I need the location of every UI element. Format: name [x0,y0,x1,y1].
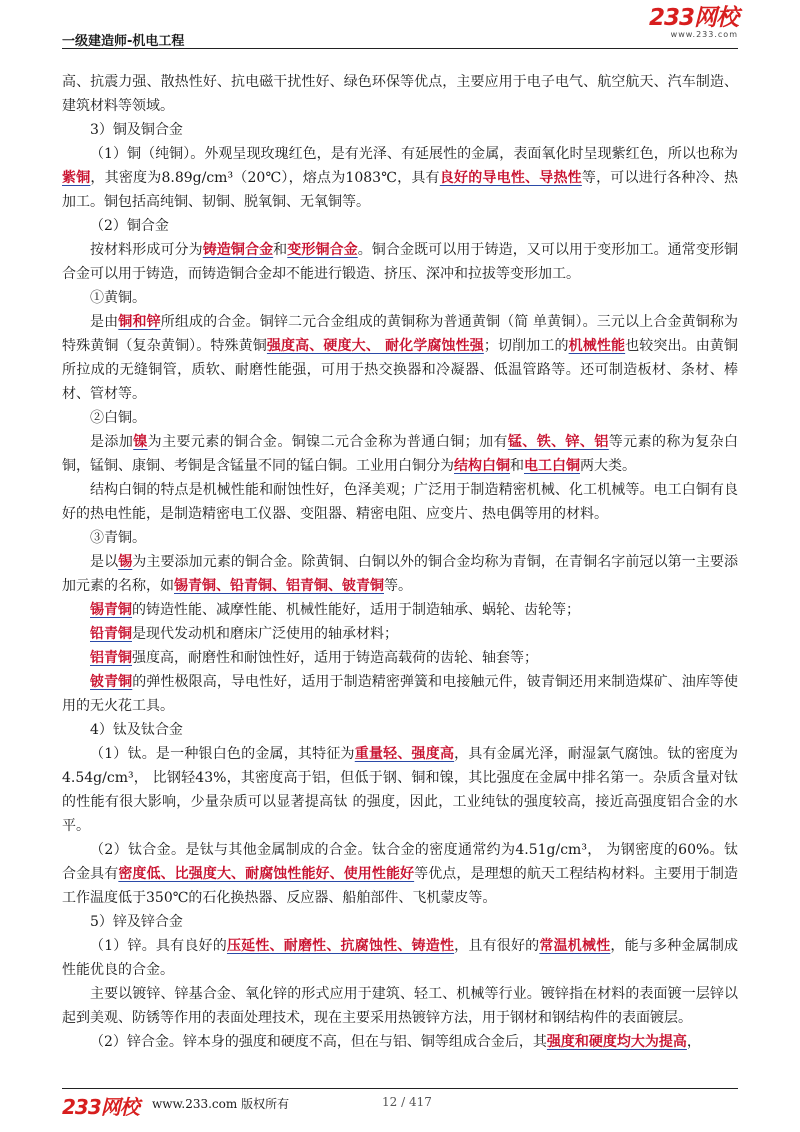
paragraph [62,838,738,910]
text-segment: ；切削加工的 [483,338,569,354]
text-segment: 也较突出。由黄铜所拉成的无缝铜管，质软、耐磨性能强，可用于热交换器和冷凝器、低温管路等。还可制造板材、条材、棒材、管材等。 [62,338,739,402]
paragraph [62,526,738,550]
paragraph [62,622,738,646]
highlighted-term: 紫铜 [62,170,91,186]
text-segment: 强度高，耐磨性和耐蚀性好，适用于铸造高载荷的齿轮、轴套等； [132,650,538,666]
paragraph [62,310,738,406]
page-header [62,0,738,49]
paragraph [62,598,738,622]
text-segment: 是由 [90,314,119,330]
highlighted-term: 良好的导电性、导热性 [439,170,582,186]
paragraph [62,910,738,934]
paragraph [62,238,738,286]
paragraph [62,550,738,598]
paragraph [62,142,738,214]
paragraph [62,646,738,670]
paragraph [62,118,738,142]
text-segment: 的铸造性能、减摩性能、机械性能好，适用于制造轴承、蜗轮、齿轮等； [132,602,580,618]
text-segment: 为主要元素的铜合金。铜镍二元合金称为普通白铜；加有 [147,434,508,450]
text-segment: 高、抗震力强、散热性好、抗电磁干扰性好、绿色环保等优点，主要应用于电子电气、航空航天、汽车制造、建筑材料等领域。 [62,74,738,114]
text-segment: 按材料形成可分为 [90,242,203,258]
brand-logo [649,6,738,40]
text-segment: 等。 [384,578,412,594]
page-number: 12 / 417 [382,1095,432,1109]
text-segment: 和 [273,242,288,258]
highlighted-term: 强度和硬度均大为提高 [546,1034,687,1050]
text-segment: 结构白铜的特点是机械性能和耐蚀性好，色泽美观；广泛用于制造精密机械、化工机械等。电工白铜有良好的热电性能，是制造精密电工仪器、变阻器、精密电阻、应变片、热电偶等用的材料。 [62,482,738,522]
text-segment: 。铜合金既可以用于铸造，又可以用于变形加工。通常变形铜合金可以用于铸造，而铸造铜合金却不能进行锻造、挤压、深冲和拉拔等变形加工。 [62,242,739,282]
highlighted-term: 镍 [133,434,148,450]
brand-logo-text: 233网校 [648,5,738,31]
paragraph [62,934,738,982]
text-segment: 的弹性极限高，导电性好，适用于制造精密弹簧和电接触元件，铍青铜还用来制造煤矿、油库等使用的无火花工具。 [62,674,739,714]
paragraph [62,478,738,526]
text-segment: ，其密度为8.89g/cm³（20℃），熔点为1083℃，具有 [90,170,440,186]
document-title: 一级建造师-机电工程 [62,34,185,49]
text-segment: 和 [510,458,524,474]
brand-logo-url: www.233.com [670,30,738,39]
highlighted-term: 铅青铜 [90,626,132,642]
text-segment: ，且有很好的 [454,938,540,954]
text-segment: ，具有金属光泽，耐湿氯气腐蚀。钛的密度为4.54g/cm³， 比钢轻43%，其密度高于铝，但低于钢、铜和镍，其比强度在金属中排名第一。杂质含量对钛的性能有很大影响，少量杂质可以显著提高钛 的强度，因此，工业纯钛的强度较高，接近高强度铝合金的水平。 [62,746,739,834]
paragraph [62,406,738,430]
text-segment: 3）铜及铜合金 [90,122,183,138]
text-segment: ③青铜。 [90,530,146,546]
highlighted-term: 压延性、耐磨性、抗腐蚀性、铸造性 [226,938,455,954]
paragraph [62,670,738,718]
text-segment: 等，可以进行各种冷、热加工。铜包括高纯铜、韧铜、脱氧铜、无氧铜等。 [62,170,738,210]
highlighted-term: 铸造铜合金 [202,242,274,258]
document-body [62,70,738,1054]
highlighted-term: 电工白铜 [524,458,580,474]
highlighted-term: 锡 [118,554,133,570]
page-footer [62,1088,738,1119]
paragraph [62,70,738,118]
text-segment: 等元素的称为复杂白铜，锰铜、康铜、考铜是含锰量不同的锰白铜。工业用白铜分为 [62,434,739,474]
highlighted-term: 强度高、硬度大、 耐化学腐蚀性强 [266,338,484,354]
text-segment: ①黄铜。 [90,290,146,306]
paragraph [62,718,738,742]
footer-logo: 233网校 [62,1095,139,1119]
highlighted-term: 重量轻、强度高 [354,746,455,762]
text-segment: 是以 [90,554,119,570]
paragraph [62,1030,738,1054]
text-segment: （2）锌合金。锌本身的强度和硬度不高，但在与铝、铜等组成合金后，其 [90,1034,547,1050]
text-segment: （1）锌。具有良好的 [90,938,227,954]
paragraph [62,982,738,1030]
highlighted-term: 结构白铜 [454,458,510,474]
text-segment: （1）钛。是一种银白色的金属，其特征为 [90,746,355,762]
paragraph [62,214,738,238]
copyright-notice: www.233.com 版权所有 [152,1097,290,1111]
text-segment: （1）铜（纯铜）。外观呈现玫瑰红色，是有光泽、有延展性的金属，表面氧化时呈现紫红色，所以也称为 [90,146,738,162]
highlighted-term: 铜和锌 [118,314,161,330]
text-segment: 为主要添加元素的铜合金。除黄铜、白铜以外的铜合金均称为青铜，在青铜名字前冠以第一主要添加元素的名称，如 [62,554,739,594]
text-segment: 所组成的合金。铜锌二元合金组成的黄铜称为普通黄铜（简 单黄铜）。三元以上合金黄铜称为特殊黄铜（复杂黄铜）。特殊黄铜 [62,314,739,354]
highlighted-term: 锡青铜 [90,602,132,618]
text-segment: （2）钛合金。是钛与其他金属制成的合金。钛合金的密度通常约为4.51g/cm³， 为钢密度的60%。钛合金具有 [62,842,738,882]
text-segment: （2）铜合金 [90,218,169,234]
highlighted-term: 变形铜合金 [287,242,358,258]
text-segment: 两大类。 [580,458,636,474]
highlighted-term: 密度低、比强度大、耐腐蚀性能好、使用性能好 [118,866,415,882]
text-segment: ，能与多种金属制成性能优良的合金。 [62,938,739,978]
text-segment: ②白铜。 [90,410,146,426]
text-segment: 是现代发动机和磨床广泛使用的轴承材料； [132,626,398,642]
highlighted-term: 铍青铜 [90,674,133,690]
text-segment: 是添加 [90,434,134,450]
highlighted-term: 锰、铁、锌、铝 [507,434,609,450]
highlighted-term: 常温机械性 [539,938,611,954]
highlighted-term: 机械性能 [568,338,626,354]
highlighted-term: 锡青铜、铅青铜、铝青铜、铍青铜 [174,578,384,594]
text-segment: 4）钛及钛合金 [90,722,183,738]
text-segment: ， [686,1034,701,1050]
text-segment: 5）锌及锌合金 [90,914,183,930]
paragraph [62,430,738,478]
text-segment: 等优点，是理想的航天工程结构材料。主要用于制造工作温度低于350℃的石化换热器、反应器、船舶部件、飞机蒙皮等。 [62,866,739,906]
paragraph [62,286,738,310]
text-segment: 主要以镀锌、锌基合金、氧化锌的形式应用于建筑、轻工、机械等行业。镀锌指在材料的表面镀一层锌以起到美观、防锈等作用的表面处理技术，现在主要采用热镀锌方法，用于钢材和钢结构件的表面镀层。 [62,986,738,1026]
highlighted-term: 铝青铜 [90,650,132,666]
paragraph [62,742,738,838]
